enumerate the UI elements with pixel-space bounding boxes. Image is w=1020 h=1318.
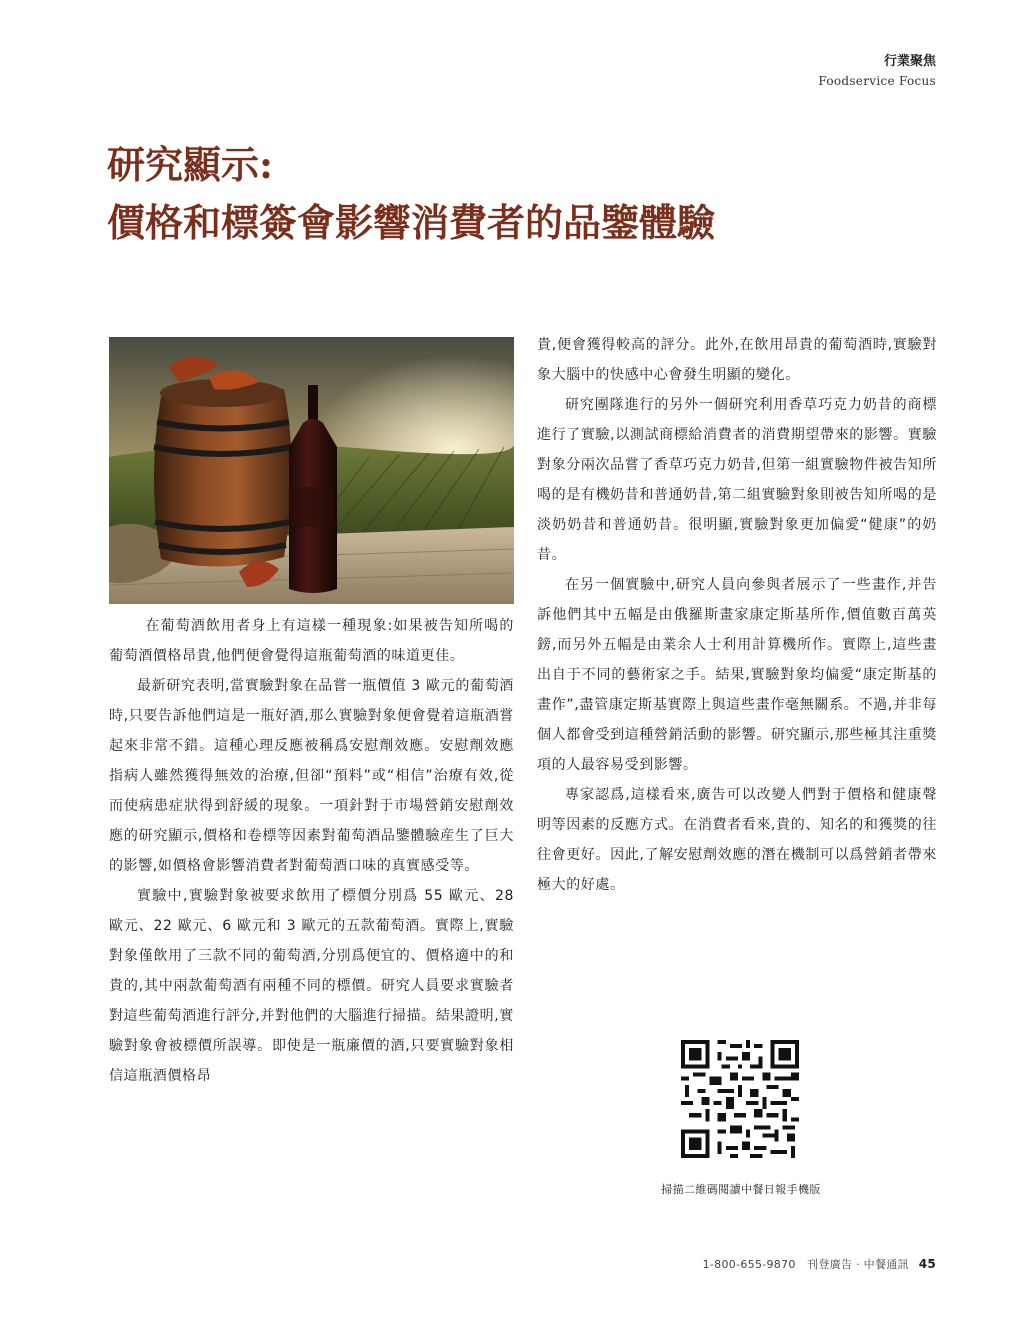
footer-publication: 刊登廣告 · 中餐通訊 <box>807 1258 909 1271</box>
article-right-column <box>537 330 937 900</box>
wine-barrel-illustration <box>109 337 514 604</box>
photo-caption-paragraph: 在葡萄酒飲用者身上有這樣一種現象:如果被告知所喝的葡萄酒價格昂貴,他們便會覺得這瓶葡萄酒的味道更佳。 <box>109 618 514 664</box>
section-header <box>818 54 936 89</box>
body-paragraph: 在另一個實驗中,研究人員向參與者展示了一些畫作,并告訴他們其中五幅是由俄羅斯畫家康定斯基所作,價值數百萬英鎊,而另外五幅是由業余人士利用計算機所作。實際上,這些畫出自于不同的藝術家之手。結果,實驗對象均偏愛“康定斯基的畫作”,盡管康定斯基實際上與這些畫作毫無關系。不過,并非每個人都會受到這種營銷活動的影響。研究顯示,那些極其注重獎項的人最容易受到影響。 <box>537 577 937 773</box>
qr-caption: 掃描二維碼閱讀中餐日報手機版 <box>661 1183 821 1196</box>
body-paragraph-continued: 貴,便會獲得較高的評分。此外,在飲用昂貴的葡萄酒時,實驗對象大腦中的快感中心會發生明顯的變化。 <box>537 337 937 383</box>
article-title-line-1: 研究顯示: <box>107 142 274 187</box>
footer-phone: 1-800-655-9870 <box>702 1258 796 1271</box>
section-label-en: Foodservice Focus <box>818 74 936 88</box>
section-label-zh: 行業聚焦 <box>883 54 936 69</box>
page-number: 45 <box>918 1257 936 1271</box>
qr-code-graphic <box>681 1040 799 1158</box>
qr-code[interactable] <box>681 1040 799 1158</box>
page-footer <box>703 1256 936 1272</box>
body-paragraph: 研究團隊進行的另外一個研究利用香草巧克力奶昔的商標進行了實驗,以測試商標給消費者的消費期望帶來的影響。實驗對象分兩次品嘗了香草巧克力奶昔,但第一組實驗物件被告知所喝的是有機奶昔和普通奶昔,第二組實驗對象則被告知所喝的是淡奶奶昔和普通奶昔。很明顯,實驗對象更加偏愛“健康”的奶昔。 <box>537 397 937 563</box>
body-paragraph: 實驗中,實驗對象被要求飲用了標價分別爲 55 歐元、28 歐元、22 歐元、6 歐元和 3 歐元的五款葡萄酒。實際上,實驗對象僅飲用了三款不同的葡萄酒,分別爲便宜的、價格適中的和貴的,其中兩款葡萄酒有兩種不同的標價。研究人員要求實驗者對這些葡萄酒進行評分,并對他們的大腦進行掃描。結果證明,實驗對象會被標價所誤導。即使是一瓶廉價的酒,只要實驗對象相信這瓶酒價格昂 <box>109 888 514 1084</box>
wine-barrel-photo <box>109 337 514 604</box>
article-title-line-2: 價格和標簽會影響消費者的品鑒體驗 <box>107 200 716 245</box>
article-title <box>107 136 715 252</box>
article-left-column <box>109 611 514 1091</box>
body-paragraph: 專家認爲,這樣看來,廣告可以改變人們對于價格和健康聲明等因素的反應方式。在消費者看來,貴的、知名的和獲獎的往往會更好。因此,了解安慰劑效應的潛在機制可以爲營銷者帶來極大的好處。 <box>537 787 937 893</box>
body-paragraph: 最新研究表明,當實驗對象在品嘗一瓶價值 3 歐元的葡萄酒時,只要告訴他們這是一瓶好酒,那么實驗對象便會覺着這瓶酒嘗起來非常不錯。這種心理反應被稱爲安慰劑效應。安慰劑效應指病人雖然獲得無效的治療,但卻“預料”或“相信”治療有效,從而使病患症狀得到舒緩的現象。一項針對于市場營銷安慰劑效應的研究顯示,價格和卷標等因素對葡萄酒品鑒體驗産生了巨大的影響,如價格會影響消費者對葡萄酒口味的真實感受等。 <box>109 678 514 874</box>
